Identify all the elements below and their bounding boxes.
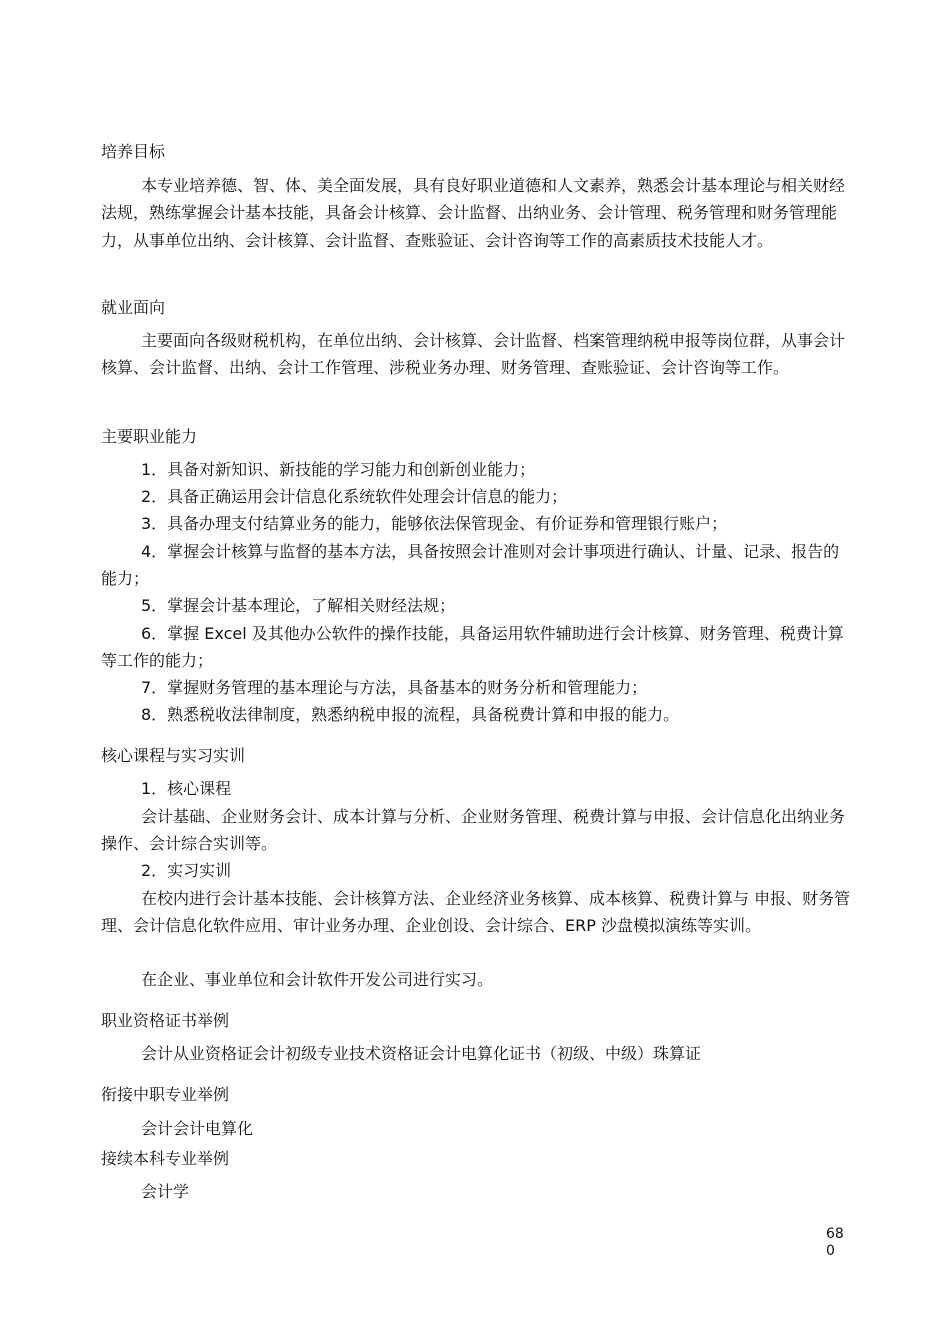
practice-label: 2．实习实训 [141,861,232,880]
page-number-continued: 0 [826,1243,835,1259]
ability-item: 8．熟悉税收法律制度，熟悉纳税申报的流程，具备税费计算和申报的能力。 [141,705,680,724]
heading-undergrad-majors: 接续本科专业举例 [101,1149,230,1168]
heading-employment: 就业面向 [101,298,166,317]
ability-item: 1．具备对新知识、新技能的学习能力和创新创业能力； [141,460,536,479]
heading-abilities: 主要职业能力 [101,427,198,446]
ability-item: 7．掌握财务管理的基本理论与方法，具备基本的财务分析和管理能力； [141,678,648,697]
internship-text: 在企业、事业单位和会计软件开发公司进行实习。 [141,970,494,989]
heading-courses: 核心课程与实习实训 [101,746,246,765]
ability-item: 5．掌握会计基本理论，了解相关财经法规； [141,596,456,615]
ability-item: 6．掌握 Excel 及其他办公软件的操作技能，具备运用软件辅助进行会计核算、财务管理、税费计算等工作的能力； [101,624,844,671]
paragraph-training-goal: 本专业培养德、智、体、美全面发展，具有良好职业道德和人文素养，熟悉会计基本理论与相关财经法规，熟练掌握会计基本技能，具备会计核算、会计监督、出纳业务、会计管理、税务管理和财务管理能力，从事单位出纳、会计核算、会计监督、查账验证、会计咨询等工作的高素质技术技能人才。 [101,176,846,250]
page-number: 68 [826,1226,844,1242]
core-courses-text: 会计基础、企业财务会计、成本计算与分析、企业财务管理、税费计算与申报、会计信息化出纳业务操作、会计综合实训等。 [101,807,846,854]
ability-item: 3．具备办理支付结算业务的能力，能够依法保管现金、有价证券和管理银行账户； [141,514,728,533]
secondary-majors-text: 会计会计电算化 [141,1119,254,1138]
heading-secondary-majors: 衔接中职专业举例 [101,1085,230,1104]
heading-certificates: 职业资格证书举例 [101,1011,230,1030]
paragraph-employment: 主要面向各级财税机构，在单位出纳、会计核算、会计监督、档案管理纳税申报等岗位群，从事会计核算、会计监督、出纳、会计工作管理、涉税业务办理、财务管理、查账验证、会计咨询等工作。 [101,331,846,378]
ability-item: 4．掌握会计核算与监督的基本方法，具备按照会计准则对会计事项进行确认、计量、记录、报告的能力； [101,542,840,589]
ability-item: 2．具备正确运用会计信息化系统软件处理会计信息的能力； [141,487,568,506]
heading-training-goal: 培养目标 [101,142,166,161]
practice-text: 在校内进行会计基本技能、会计核算方法、企业经济业务核算、成本核算、税费计算与 申报、财务管理、会计信息化软件应用、审计业务办理、企业创设、会计综合、ERP 沙盘模拟演练等实训。 [101,889,851,936]
undergrad-majors-text: 会计学 [141,1182,190,1201]
certificates-text: 会计从业资格证会计初级专业技术资格证会计电算化证书（初级、中级）珠算证 [141,1044,702,1063]
core-courses-label: 1．核心课程 [141,779,232,798]
